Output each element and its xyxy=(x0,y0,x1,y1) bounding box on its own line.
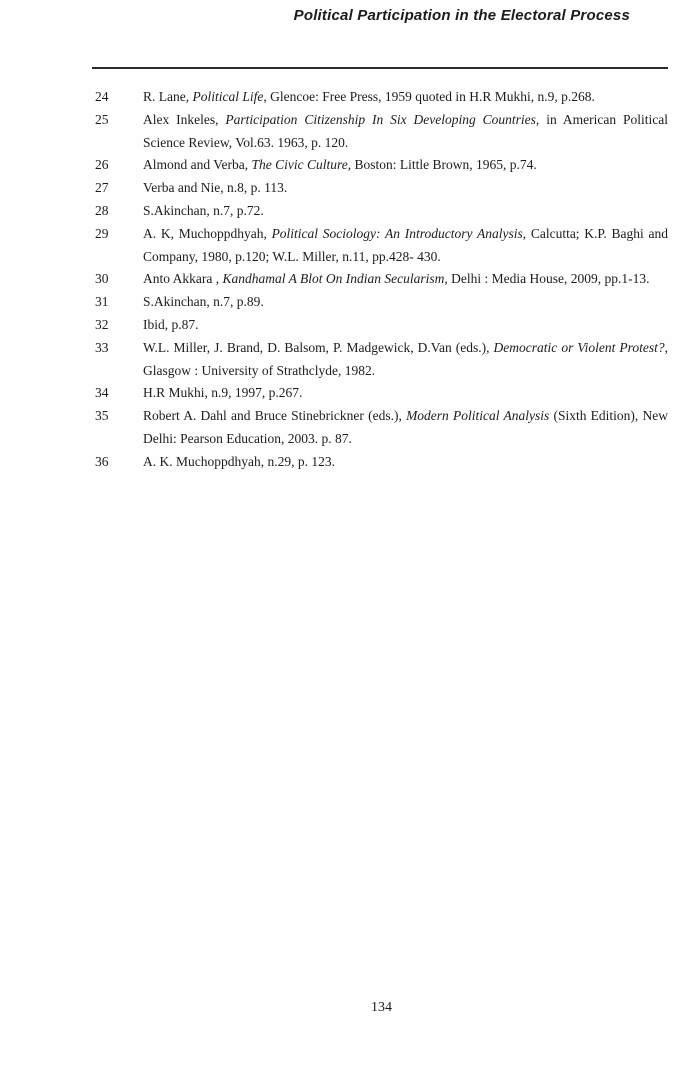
reference-number: 29 xyxy=(95,225,109,241)
reference-text: A. K, Muchoppdhyah, Political Sociology: An Introductory Analysis, Calcutta; K.P. Baghi and Company, 1980, p.120; W.L. Miller, n.11, pp.428- 430. xyxy=(143,225,669,264)
reference-item-36 xyxy=(95,451,668,474)
reference-text: Almond and Verba, The Civic Culture, Boston: Little Brown, 1965, p.74. xyxy=(143,157,537,173)
italic-title: The Civic Culture xyxy=(251,157,348,173)
reference-number: 31 xyxy=(95,294,109,310)
page-number: 134 xyxy=(371,1000,392,1015)
reference-text: W.L. Miller, J. Brand, D. Balsom, P. Madgewick, D.Van (eds.), Democratic or Violent Protest?, Glasgow : University of Strathclyde, 1982. xyxy=(143,339,669,378)
italic-title: Political Life xyxy=(192,89,264,104)
reference-number: 34 xyxy=(95,385,109,401)
reference-item-25 xyxy=(95,109,668,155)
reference-item-32 xyxy=(95,314,668,337)
reference-number: 28 xyxy=(95,202,109,218)
reference-item-24 xyxy=(95,86,668,109)
running-header: Political Participation in the Electoral Process xyxy=(293,7,630,24)
reference-item-26 xyxy=(95,154,668,177)
reference-number: 35 xyxy=(95,408,109,424)
reference-number: 27 xyxy=(95,180,109,196)
reference-text: S.Akinchan, n.7, p.72. xyxy=(143,202,264,218)
reference-text: A. K. Muchoppdhyah, n.29, p. 123. xyxy=(143,453,335,469)
reference-number: 24 xyxy=(95,89,109,104)
reference-item-28 xyxy=(95,200,668,223)
italic-title: Democratic or Violent Protest? xyxy=(493,339,665,355)
reference-item-34 xyxy=(95,382,668,405)
reference-item-31 xyxy=(95,291,668,314)
header-rule xyxy=(92,67,668,69)
reference-text: Robert A. Dahl and Bruce Stinebrickner (eds.), Modern Political Analysis (Sixth Edition), New Delhi: Pearson Education, 2003. p. 87. xyxy=(143,408,668,446)
reference-number: 36 xyxy=(95,453,109,469)
reference-item-29 xyxy=(95,223,668,269)
reference-item-33 xyxy=(95,337,668,383)
reference-text: S.Akinchan, n.7, p.89. xyxy=(143,294,264,310)
reference-text: R. Lane, Political Life, Glencoe: Free Press, 1959 quoted in H.R Mukhi, n.9, p.268. xyxy=(143,89,595,104)
reference-text: Ibid, p.87. xyxy=(143,316,199,332)
reference-item-35 xyxy=(95,405,668,451)
reference-number: 25 xyxy=(95,111,109,127)
italic-title: Kandhamal A Blot On Indian Secularism, xyxy=(222,271,448,287)
italic-title: Participation Citizenship In Six Developing Countries, xyxy=(225,111,540,127)
reference-number: 30 xyxy=(95,271,109,287)
reference-number: 32 xyxy=(95,316,109,332)
italic-title: Modern Political Analysis xyxy=(406,408,550,424)
reference-text: H.R Mukhi, n.9, 1997, p.267. xyxy=(143,385,303,401)
references-list xyxy=(95,86,668,474)
reference-text: Verba and Nie, n.8, p. 113. xyxy=(143,180,288,196)
reference-item-30 xyxy=(95,268,668,291)
reference-text: Anto Akkara , Kandhamal A Blot On Indian Secularism, Delhi : Media House, 2009, pp.1-13. xyxy=(143,271,650,287)
reference-number: 26 xyxy=(95,157,109,173)
italic-title: Political Sociology: An Introductory Analysis xyxy=(271,225,523,241)
reference-number: 33 xyxy=(95,339,109,355)
reference-text: Alex Inkeles, Participation Citizenship In Six Developing Countries, in American Political Science Review, Vol.63. 1963, p. 120. xyxy=(143,111,668,150)
reference-item-27 xyxy=(95,177,668,200)
